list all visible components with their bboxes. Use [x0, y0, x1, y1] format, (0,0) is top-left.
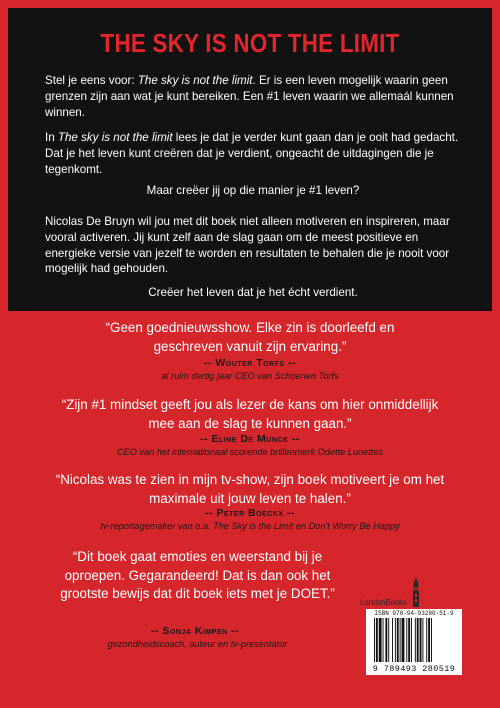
quote-1-text: “Geen goednieuwsshow. Elke zin is doorleefd en geschreven vanuit zijn ervaring.”	[105, 320, 395, 354]
blurb-text: Stel je eens voor:	[45, 74, 138, 87]
quote-4-role: gezondheidscoach, auteur en tv-presentator	[107, 639, 288, 649]
blurb-paragraph-2	[45, 130, 465, 177]
quote-4-text: “Dit boek gaat emoties en weerstand bij je oproepen. Gegarandeerd! Dat is dan ook het grootste bewijs dat dit boek iets met je DOET.”	[60, 549, 335, 601]
blurb-paragraph-4: Nicolas De Bruyn wil jou met dit boek niet alleen motiveren en inspireren, maar vooral activeren. Jij kunt zelf aan de slag gaan om de meest positieve en energieke versie van jezelf te worden en resultaten te behalen die je nooit voor mogelijk had gehouden.	[45, 215, 450, 276]
quote-3-author: -- Peter Boeckx --	[205, 507, 295, 519]
blurb-text: lees je dat je verder kunt gaan dan je ooit had gedacht. Dat je het leven kunt creëren dat je verdient, ongeacht de uitdagingen die je tegenkomt.	[45, 131, 459, 176]
big-ben-tower-icon	[409, 577, 423, 607]
quote-1-role: al ruim dertig jaar CEO van Schoenen Torfs	[161, 371, 339, 381]
quote-4-author: -- Sonja Kimpen --	[151, 625, 239, 637]
quote-3-text: “Nicolas was te zien in mijn tv-show, zijn boek motiveert je om het maximale uit jouw leven te halen.”	[55, 472, 445, 506]
blurb-emphasis: The sky is not the limit	[137, 74, 253, 87]
blurb-paragraph-3: Maar creëer jij op die manier je #1 leven?	[146, 184, 360, 197]
barcode-icon	[374, 618, 454, 662]
quote-2-text: “Zijn #1 mindset geeft jou als lezer de kans om hier onmiddellijk mee aan de slag te kunnen gaan.”	[61, 397, 439, 431]
isbn-label: ISBN 978-94-93280-51-9	[374, 610, 454, 617]
quote-2-author: -- Eline De Munck --	[200, 433, 300, 445]
isbn-number: 9 789493 280519	[372, 664, 456, 674]
barcode	[366, 609, 462, 675]
blurb-paragraph-5: Creëer het leven dat je het écht verdient.	[148, 286, 358, 299]
blurb-emphasis: The sky is not the limit	[57, 131, 173, 144]
blurb-text: In	[45, 131, 58, 144]
quote-3-role: tv-reportagemaker van o.a. The Sky is the Limit en Don't Worry Be Happy	[100, 521, 400, 531]
blurb-panel	[8, 8, 492, 311]
publisher-logo	[360, 577, 423, 607]
blurb-paragraph-1	[45, 73, 465, 120]
quote-1-author: -- Wouter Torfs --	[203, 357, 296, 369]
blurb-text: . Er is een leven mogelijk waarin geen grenzen zijn aan wat je kunt bereiken. Een #1 leven waarin we allemaál kunnen winnen.	[45, 74, 454, 119]
quote-2-role: CEO van het internationaal scorende brillenmerk Odette Lunettes	[116, 447, 384, 457]
publisher-name: LondonBooks	[360, 598, 407, 607]
book-title: THE SKY IS NOT THE LIMIT	[100, 28, 400, 58]
